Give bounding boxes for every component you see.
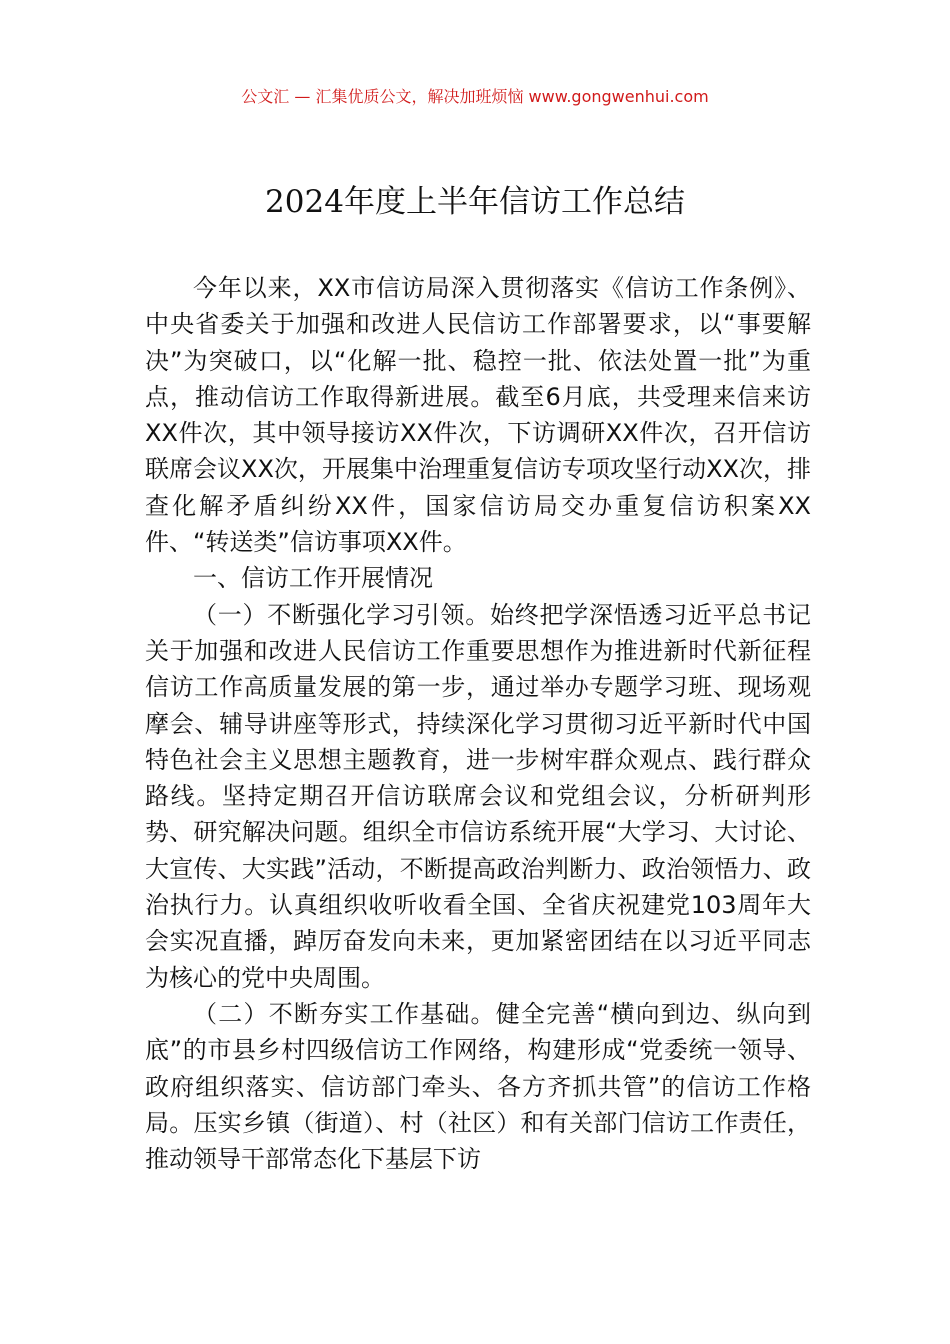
document-body: [145, 270, 811, 1177]
watermark-banner[interactable]: 公文汇 — 汇集优质公文，解决加班烦恼 www.gongwenhui.com: [241, 87, 709, 106]
subsection-paragraph: （二）不断夯实工作基础。健全完善“横向到边、纵向到底”的市县乡村四级信访工作网络，构建形成“党委统一领导、政府组织落实、信访部门牵头、各方齐抓共管”的信访工作格局。压实乡镇（街道）、村（社区）和有关部门信访工作责任，推动领导干部常态化下基层下访: [145, 999, 811, 1174]
intro-paragraph: 今年以来，XX市信访局深入贯彻落实《信访工作条例》、中央省委关于加强和改进人民信访工作部署要求，以“事要解决”为突破口，以“化解一批、稳控一批、依法处置一批”为重点，推动信访工作取得新进展。截至6月底，共受理来信来访XX件次，其中领导接访XX件次，下访调研XX件次，召开信访联席会议XX次，开展集中治理重复信访专项攻坚行动XX次，排查化解矛盾纠纷XX件，国家信访局交办重复信访积案XX件、“转送类”信访事项XX件。: [145, 274, 811, 557]
document-title: 2024年度上半年信访工作总结: [265, 184, 685, 220]
section-heading: 一、信访工作开展情况: [193, 564, 433, 593]
subsection-paragraph: （一）不断强化学习引领。始终把学深悟透习近平总书记关于加强和改进人民信访工作重要思想作为推进新时代新征程信访工作高质量发展的第一步，通过举办专题学习班、现场观摩会、辅导讲座等形式，持续深化学习贯彻习近平新时代中国特色社会主义思想主题教育，进一步树牢群众观点、践行群众路线。坚持定期召开信访联席会议和党组会议，分析研判形势、研究解决问题。组织全市信访系统开展“大学习、大讨论、大宣传、大实践”活动，不断提高政治判断力、政治领悟力、政治执行力。认真组织收听收看全国、全省庆祝建党103周年大会实况直播，踔厉奋发向未来，更加紧密团结在以习近平同志为核心的党中央周围。: [145, 600, 811, 992]
